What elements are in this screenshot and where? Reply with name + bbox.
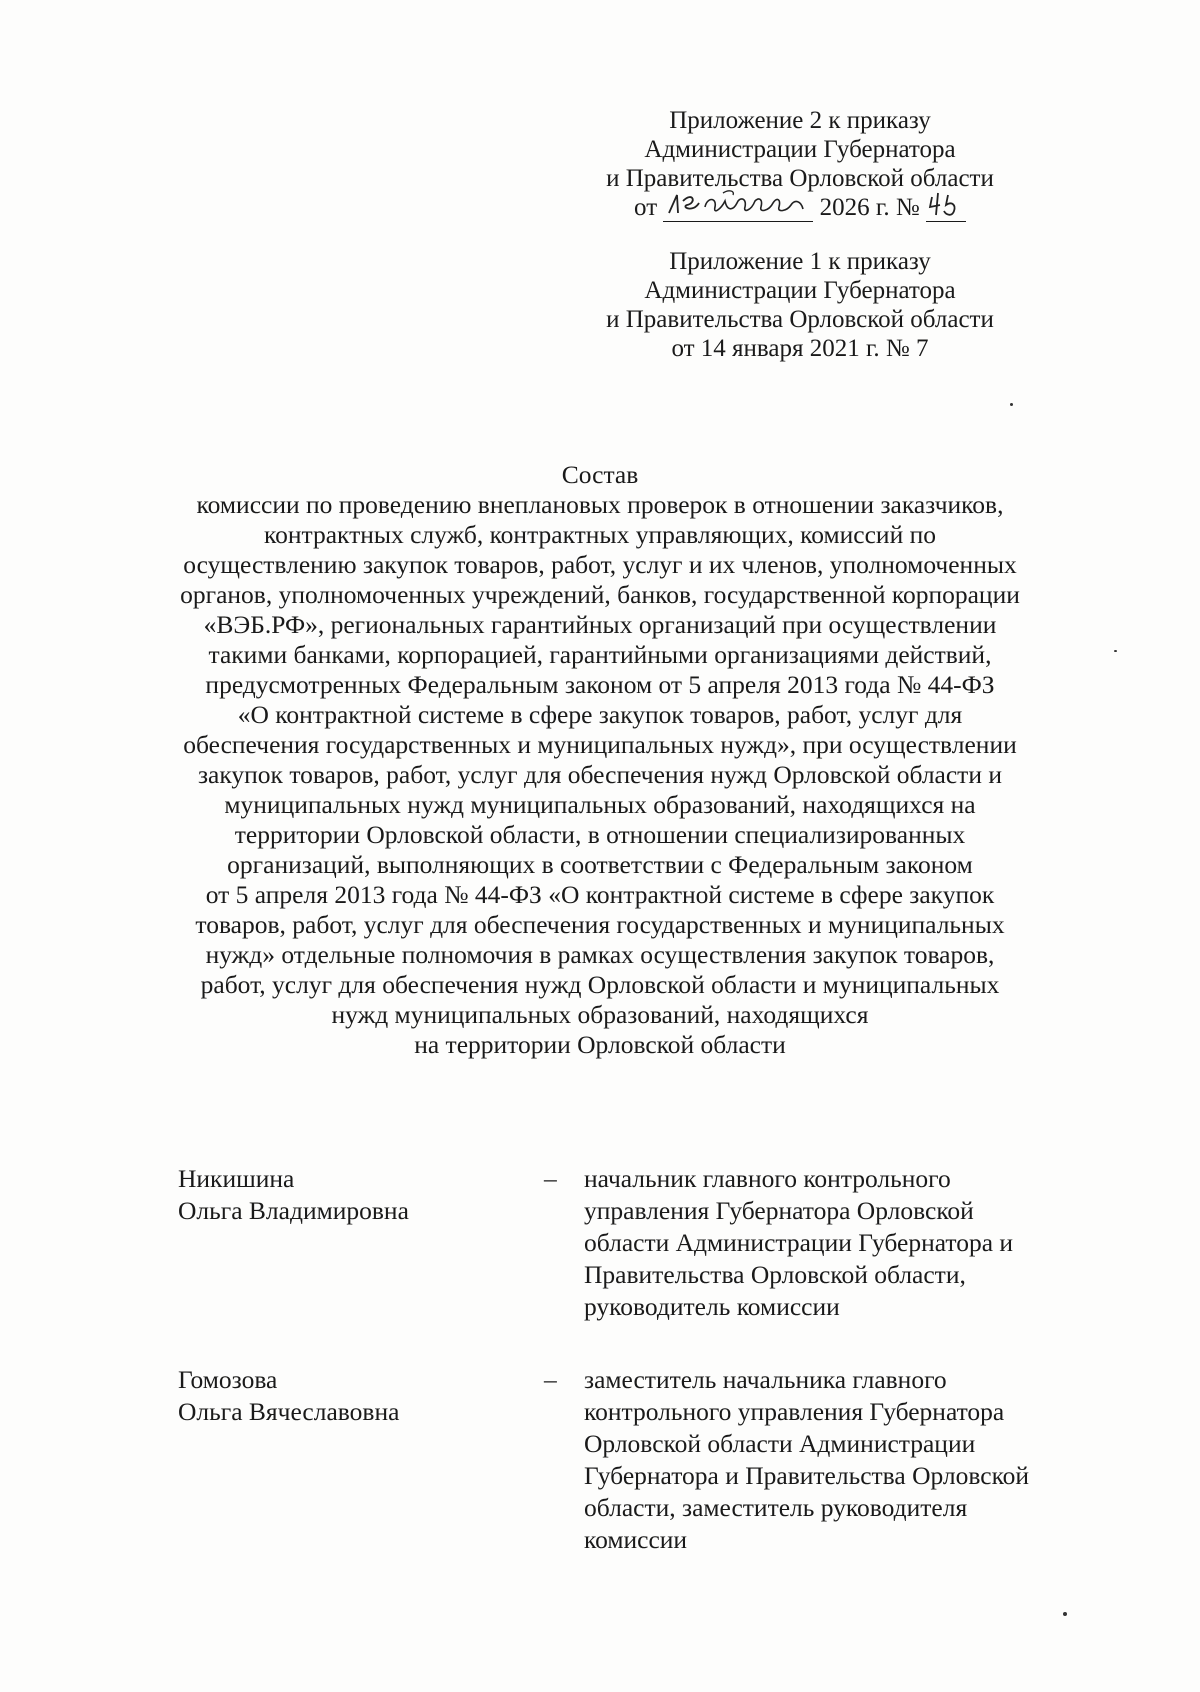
handwritten-date-signature <box>663 189 813 219</box>
title-line: муниципальных нужд муниципальных образований, находящихся на <box>224 790 976 819</box>
title-line: закупок товаров, работ, услуг для обеспечения нужд Орловской области и <box>197 760 1002 789</box>
scan-speck <box>1114 650 1117 652</box>
title-line: комиссии по проведению внеплановых проверок в отношении заказчиков, <box>196 490 1004 519</box>
role-line: комиссии <box>584 1525 688 1554</box>
appendix-1-header <box>600 247 1000 363</box>
role-line: Правительства Орловской области, <box>584 1260 966 1289</box>
scan-speck <box>1010 403 1013 406</box>
role-line: Орловской области Администрации <box>584 1429 976 1458</box>
title-line: территории Орловской области, в отношении специализированных <box>234 820 966 849</box>
appendix-1-line-3: и Правительства Орловской области <box>606 306 994 333</box>
title-line: органов, уполномоченных учреждений, банков, государственной корпорации <box>180 580 1020 609</box>
title-line: нужд» отдельные полномочия в рамках осуществления закупок товаров, <box>205 940 995 969</box>
role-line: начальник главного контрольного <box>584 1164 951 1193</box>
appendix-1-line-2: Администрации Губернатора <box>644 277 956 304</box>
appendix-2-header <box>600 106 1000 222</box>
member-given-names: Ольга Вячеславовна <box>178 1397 400 1426</box>
role-line: руководитель комиссии <box>584 1292 840 1321</box>
appendix-1-line-1: Приложение 1 к приказу <box>669 248 931 275</box>
member-dash: – <box>544 1365 557 1394</box>
appendix-1-line-4: от 14 января 2021 г. № 7 <box>671 335 929 362</box>
title-line: такими банками, корпорацией, гарантийными организациями действий, <box>208 640 992 669</box>
document-title <box>120 460 1080 1060</box>
role-line: области, заместитель руководителя <box>584 1493 968 1522</box>
title-heading: Состав <box>561 460 639 489</box>
title-line: предусмотренных Федеральным законом от 5 апреля 2013 года № 44-ФЗ <box>205 670 995 699</box>
role-line: Губернатора и Правительства Орловской <box>584 1461 1030 1490</box>
year-and-number-prefix: 2026 г. № <box>819 194 920 221</box>
appendix-2-date-line <box>600 193 1000 222</box>
handwritten-number-field <box>926 193 966 222</box>
role-line: заместитель начальника главного <box>584 1365 947 1394</box>
title-line: от 5 апреля 2013 года № 44-ФЗ «О контрактной системе в сфере закупок <box>205 880 995 909</box>
title-line: организаций, выполняющих в соответствии с Федеральным законом <box>227 850 973 879</box>
appendix-2-line-1: Приложение 2 к приказу <box>669 107 931 134</box>
handwritten-date-field <box>663 193 813 222</box>
title-line: контрактных служб, контрактных управляющих, комиссий по <box>264 520 936 549</box>
title-line: работ, услуг для обеспечения нужд Орловской области и муниципальных <box>200 970 1000 999</box>
member-name <box>178 1364 538 1428</box>
title-line: обеспечения государственных и муниципальных нужд», при осуществлении <box>183 730 1017 759</box>
title-line: на территории Орловской области <box>414 1030 786 1059</box>
title-line: товаров, работ, услуг для обеспечения государственных и муниципальных <box>195 910 1005 939</box>
appendix-2-line-3: и Правительства Орловской области <box>606 165 994 192</box>
member-surname: Никишина <box>178 1164 295 1193</box>
role-line: управления Губернатора Орловской <box>584 1196 974 1225</box>
member-dash: – <box>544 1164 557 1193</box>
date-prefix: от <box>634 194 658 221</box>
member-role <box>584 1163 1084 1323</box>
member-surname: Гомозова <box>178 1365 278 1394</box>
title-line: осуществлению закупок товаров, работ, услуг и их членов, уполномоченных <box>183 550 1017 579</box>
title-line: нужд муниципальных образований, находящихся <box>331 1000 869 1029</box>
member-given-names: Ольга Владимировна <box>178 1196 409 1225</box>
title-line: «ВЭБ.РФ», региональных гарантийных организаций при осуществлении <box>203 610 997 639</box>
scan-speck <box>1063 1612 1067 1616</box>
member-role <box>584 1364 1084 1556</box>
role-line: контрольного управления Губернатора <box>584 1397 1005 1426</box>
appendix-2-line-2: Администрации Губернатора <box>644 136 956 163</box>
role-line: области Администрации Губернатора и <box>584 1228 1014 1257</box>
member-name <box>178 1163 538 1227</box>
title-line: «О контрактной системе в сфере закупок товаров, работ, услуг для <box>237 700 963 729</box>
handwritten-number-signature <box>926 189 966 219</box>
